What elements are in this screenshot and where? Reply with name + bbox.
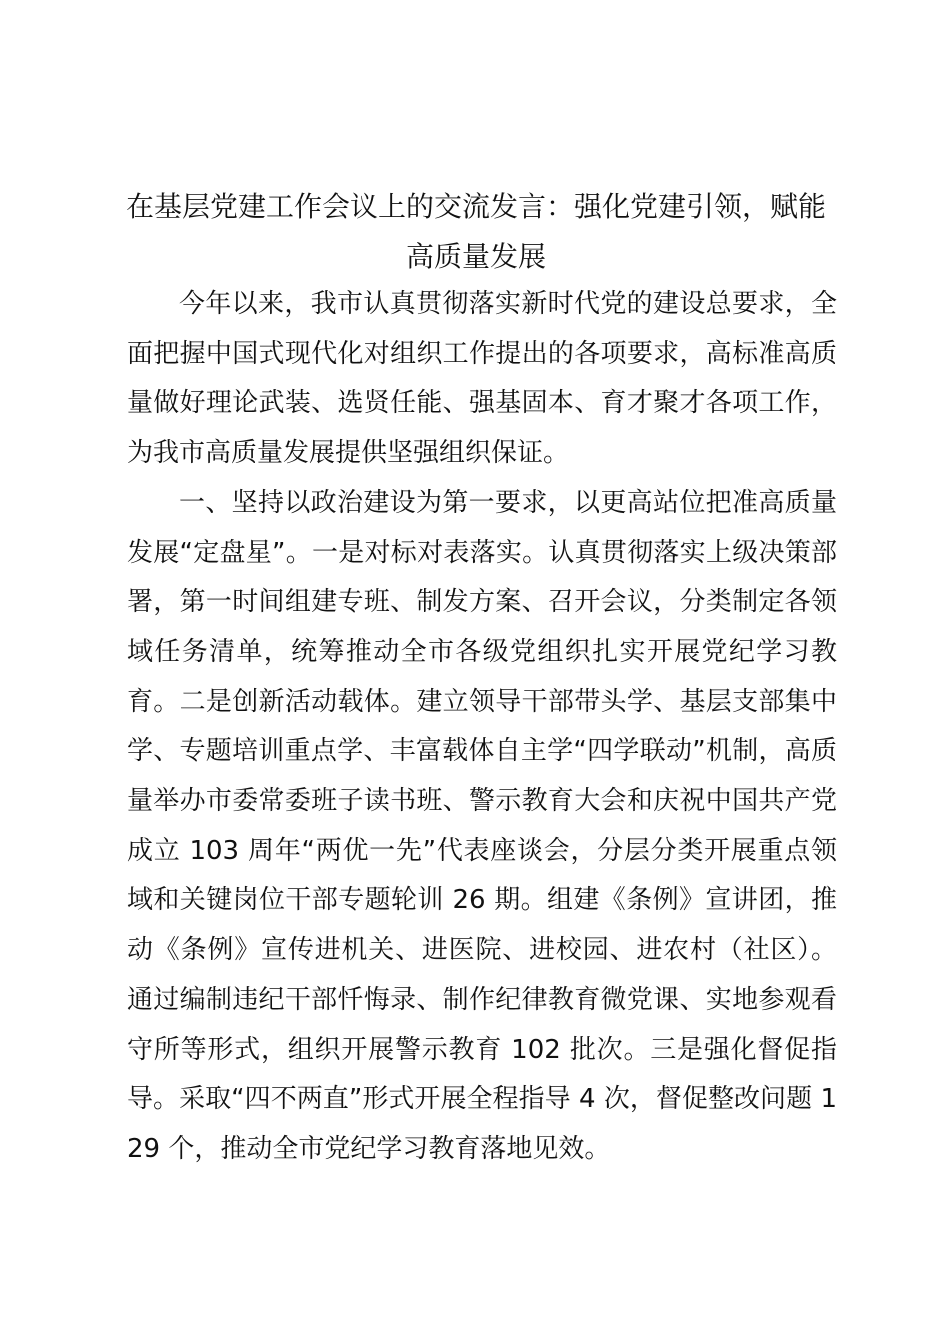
paragraph-section-one: 一、坚持以政治建设为第一要求，以更高站位把准高质量发展“定盘星”。一是对标对表落实。认真贯彻落实上级决策部署，第一时间组建专班、制发方案、召开会议，分类制定各领域任务清单，统筹推动全市各级党组织扎实开展党纪学习教育。二是创新活动载体。建立领导干部带头学、基层支部集中学、专题培训重点学、丰富载体自主学“四学联动”机制，高质量举办市委常委班子读书班、警示教育大会和庆祝中国共产党成立 103 周年“两优一先”代表座谈会，分层分类开展重点领域和关键岗位干部专题轮训 26 期。组建《条例》宣讲团，推动《条例》宣传进机关、进医院、进校园、进农村（社区）。通过编制违纪干部忏悔录、制作纪律教育微党课、实地参观看守所等形式，组织开展警示教育 102 批次。三是强化督促指导。采取“四不两直”形式开展全程指导 4 次，督促整改问题 129 个，推动全市党纪学习教育落地见效。 [127, 487, 837, 1164]
document-body [127, 280, 837, 1175]
document-title: 在基层党建工作会议上的交流发言：强化党建引领，赋能高质量发展 [125, 190, 826, 273]
paragraph-intro: 今年以来，我市认真贯彻落实新时代党的建设总要求，全面把握中国式现代化对组织工作提出的各项要求，高标准高质量做好理论武装、选贤任能、强基固本、育才聚才各项工作，为我市高质量发展提供坚强组织保证。 [127, 289, 837, 469]
